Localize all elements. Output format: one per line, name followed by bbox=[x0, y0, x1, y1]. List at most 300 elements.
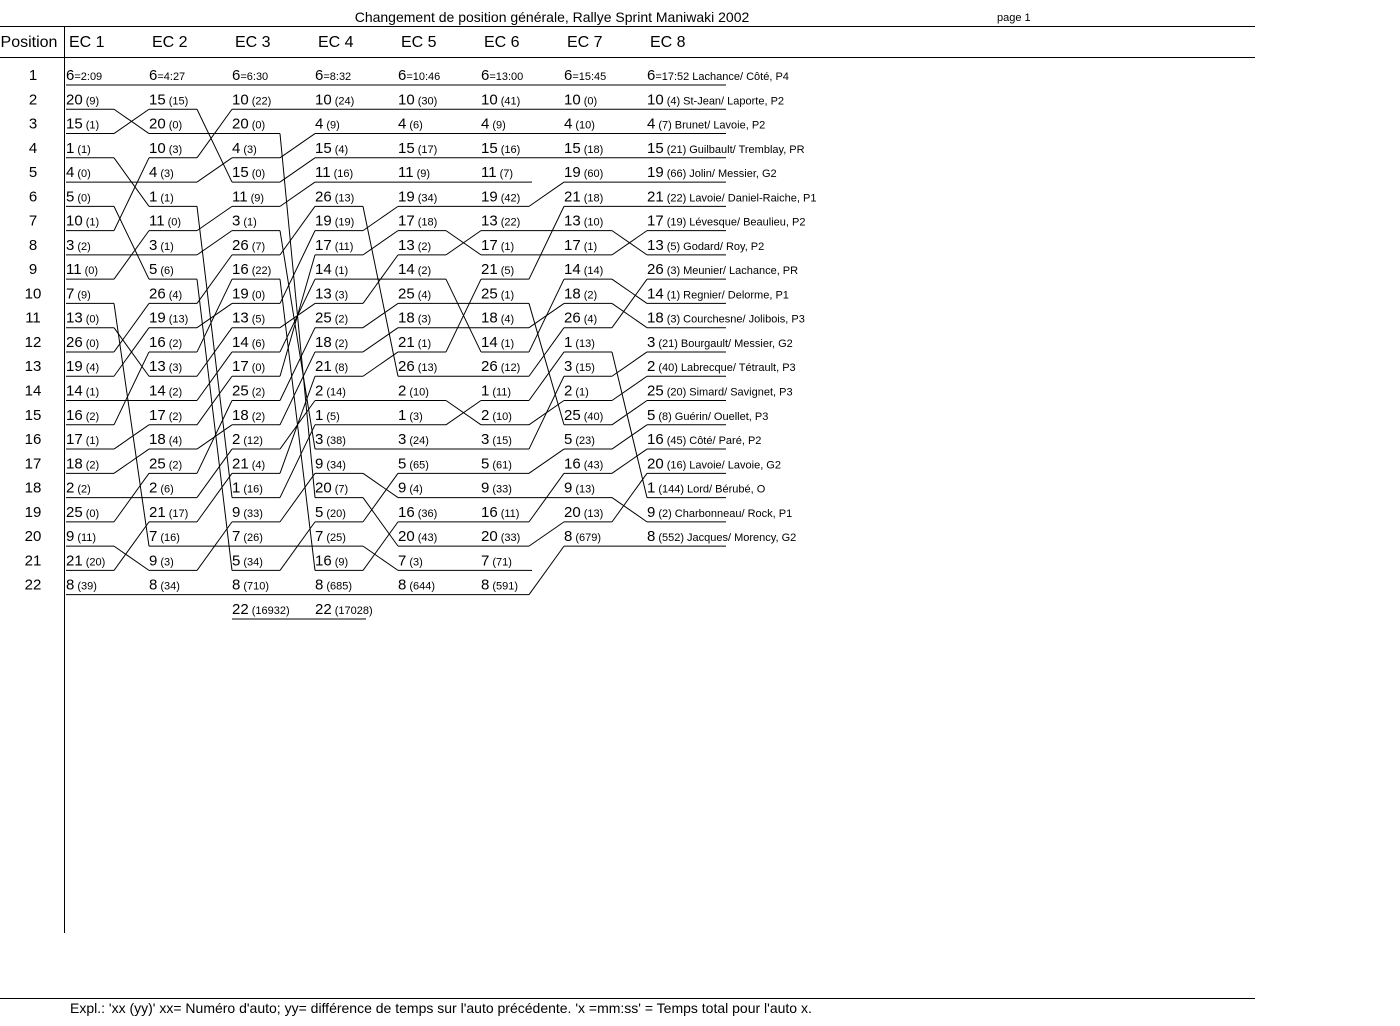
crew-label: Lavoie/ Daniel-Raiche, P1 bbox=[689, 192, 817, 205]
time-gap: (34) bbox=[326, 459, 346, 472]
entry bbox=[398, 334, 446, 352]
entry bbox=[149, 407, 197, 425]
entry-text bbox=[66, 67, 102, 84]
car-number: 2 bbox=[315, 382, 324, 400]
entry bbox=[398, 383, 446, 401]
time-gap: (13) bbox=[575, 483, 595, 496]
car-number: 1 bbox=[232, 479, 241, 497]
position-link bbox=[197, 449, 232, 498]
time-gap: (66) bbox=[666, 168, 687, 181]
time-gap: (4) bbox=[334, 143, 349, 156]
entry-text bbox=[232, 91, 271, 108]
entry bbox=[564, 528, 612, 546]
entry bbox=[398, 310, 446, 328]
position-link bbox=[197, 376, 232, 425]
car-number: 26 bbox=[232, 236, 249, 254]
time-gap: (0) bbox=[84, 265, 99, 278]
entry-text bbox=[481, 383, 511, 400]
entry-text bbox=[481, 455, 512, 472]
time-gap: (33) bbox=[492, 483, 512, 496]
entry bbox=[398, 237, 446, 255]
entry-text bbox=[564, 480, 595, 497]
car-number: 16 bbox=[564, 455, 581, 473]
position-link bbox=[197, 109, 232, 182]
time-gap: (13) bbox=[168, 313, 189, 326]
entry bbox=[149, 261, 197, 279]
stage-headers bbox=[69, 34, 686, 51]
time-gap: (1) bbox=[160, 192, 174, 205]
time-gap: (25) bbox=[326, 532, 346, 545]
car-number: 3 bbox=[398, 431, 407, 449]
car-number: 15 bbox=[398, 139, 415, 157]
entry bbox=[564, 285, 612, 303]
entry-text bbox=[647, 116, 765, 133]
crew-label: Guilbault/ Tremblay, PR bbox=[689, 143, 805, 156]
position-link bbox=[114, 303, 149, 352]
entry bbox=[232, 601, 290, 619]
entry bbox=[232, 504, 280, 522]
time-gap: (1) bbox=[334, 265, 349, 278]
time-gap: (3) bbox=[243, 143, 257, 156]
entry-text bbox=[232, 67, 268, 84]
entry-text bbox=[66, 407, 99, 424]
car-number: 8 bbox=[481, 576, 490, 594]
entry-text bbox=[315, 285, 348, 302]
time-gap: (17) bbox=[417, 143, 438, 156]
entry bbox=[647, 455, 781, 473]
entry bbox=[564, 91, 612, 109]
position-label: 1 bbox=[28, 67, 38, 84]
position-link bbox=[363, 473, 398, 522]
car-number: 2 bbox=[481, 406, 490, 424]
car-number: 1 bbox=[481, 382, 490, 400]
position-label: 20 bbox=[24, 528, 42, 546]
crew-label: Côté/ Paré, P2 bbox=[689, 435, 762, 448]
time-gap: (2) bbox=[77, 483, 91, 496]
position-link bbox=[197, 473, 232, 522]
time-gap: (45) bbox=[666, 435, 687, 448]
car-number: 8 bbox=[149, 576, 158, 594]
time-gap: (552) bbox=[658, 532, 685, 545]
car-number: 6 bbox=[398, 67, 407, 84]
position-link bbox=[529, 303, 564, 424]
entry-text bbox=[66, 334, 99, 351]
time-gap: (0) bbox=[251, 119, 266, 132]
entry-text bbox=[315, 91, 354, 108]
entry-text bbox=[66, 577, 97, 594]
entry bbox=[647, 91, 784, 109]
entry bbox=[149, 285, 197, 303]
car-number: 26 bbox=[149, 285, 166, 303]
entry-text bbox=[232, 577, 269, 594]
entry-text bbox=[315, 577, 352, 594]
position-link bbox=[529, 182, 564, 206]
entry bbox=[232, 116, 280, 134]
position-link bbox=[363, 498, 398, 547]
time-gap: (2) bbox=[334, 337, 349, 350]
time-gap: (0) bbox=[85, 507, 100, 520]
time-gap: (71) bbox=[492, 556, 512, 569]
crew-label: Brunet/ Lavoie, P2 bbox=[674, 119, 766, 132]
car-number: 17 bbox=[66, 431, 83, 449]
entry-text bbox=[149, 237, 174, 254]
entry-text bbox=[232, 213, 257, 230]
entry bbox=[232, 455, 280, 473]
position-link bbox=[280, 231, 315, 304]
time-gap: (43) bbox=[417, 532, 438, 545]
time-gap: =2:09 bbox=[74, 71, 103, 83]
entry-text bbox=[232, 261, 271, 278]
entry-text bbox=[66, 116, 99, 133]
entry bbox=[481, 261, 529, 279]
car-number: 14 bbox=[232, 333, 249, 351]
entry-text bbox=[564, 164, 603, 181]
position-label: 6 bbox=[28, 188, 38, 206]
car-number: 7 bbox=[232, 528, 241, 546]
entry-text bbox=[481, 67, 523, 84]
time-gap: (4) bbox=[417, 289, 432, 302]
entry bbox=[315, 577, 363, 595]
entry bbox=[315, 528, 363, 546]
entry-text bbox=[149, 334, 182, 351]
car-number: 2 bbox=[564, 382, 573, 400]
entry bbox=[66, 285, 114, 303]
entry bbox=[481, 431, 529, 449]
time-gap: (33) bbox=[500, 532, 521, 545]
car-number: 14 bbox=[149, 382, 166, 400]
time-gap: =13:00 bbox=[489, 71, 524, 83]
entry bbox=[647, 67, 789, 85]
crew-label: Meunier/ Lachance, PR bbox=[683, 265, 799, 278]
stage-header-5: EC 5 bbox=[401, 34, 437, 51]
time-gap: (16932) bbox=[251, 604, 290, 617]
crew-label: Courchesne/ Jolibois, P3 bbox=[683, 313, 805, 326]
time-gap: (7) bbox=[251, 240, 266, 253]
entry bbox=[398, 140, 446, 158]
position-label: 10 bbox=[24, 285, 42, 303]
car-number: 3 bbox=[315, 431, 324, 449]
time-gap: (0) bbox=[251, 168, 266, 181]
car-number: 20 bbox=[66, 91, 83, 109]
crew-label: Jolin/ Messier, G2 bbox=[689, 168, 777, 181]
time-gap: (26) bbox=[243, 532, 263, 545]
entry bbox=[564, 67, 643, 85]
time-gap: (2) bbox=[85, 410, 100, 423]
entry-text bbox=[232, 383, 265, 400]
time-gap: (24) bbox=[334, 95, 355, 108]
car-number: 26 bbox=[647, 261, 664, 279]
car-number: 11 bbox=[149, 212, 165, 230]
position-link bbox=[114, 206, 149, 279]
car-number: 1 bbox=[398, 406, 407, 424]
car-number: 11 bbox=[315, 164, 331, 182]
car-number: 11 bbox=[398, 164, 414, 182]
car-number: 10 bbox=[647, 91, 664, 109]
car-number: 26 bbox=[66, 333, 83, 351]
time-gap: (9) bbox=[492, 119, 506, 132]
car-number: 9 bbox=[647, 503, 656, 521]
entry bbox=[315, 310, 363, 328]
time-gap: (3) bbox=[168, 362, 183, 375]
entry bbox=[232, 407, 280, 425]
position-link bbox=[612, 449, 647, 473]
time-gap: (3) bbox=[409, 556, 423, 569]
entry bbox=[149, 577, 197, 595]
position-link bbox=[280, 255, 315, 376]
car-number: 21 bbox=[149, 503, 166, 521]
entry bbox=[481, 383, 529, 401]
entry-text bbox=[481, 552, 512, 569]
entry bbox=[232, 140, 280, 158]
entry-text bbox=[398, 504, 437, 521]
car-number: 10 bbox=[66, 212, 83, 230]
car-number: 14 bbox=[481, 333, 498, 351]
entry bbox=[232, 91, 280, 109]
entry bbox=[398, 261, 446, 279]
car-number: 13 bbox=[564, 212, 581, 230]
position-label: 19 bbox=[24, 503, 42, 521]
car-number: 19 bbox=[315, 212, 332, 230]
entry-text bbox=[564, 383, 589, 400]
entry-text bbox=[398, 552, 423, 569]
car-number: 14 bbox=[398, 261, 415, 279]
car-number: 10 bbox=[149, 139, 166, 157]
entry-text bbox=[149, 67, 185, 84]
crew-label: Regnier/ Delorme, P1 bbox=[683, 289, 789, 302]
entry-text bbox=[66, 504, 99, 521]
position-link bbox=[280, 158, 315, 182]
car-number: 10 bbox=[232, 91, 249, 109]
entry-text bbox=[149, 116, 182, 133]
entry-text bbox=[232, 237, 265, 254]
car-number: 7 bbox=[481, 552, 490, 570]
time-gap: (1) bbox=[500, 337, 515, 350]
time-gap: (9) bbox=[416, 168, 431, 181]
entry bbox=[398, 67, 477, 85]
entry-text bbox=[149, 91, 188, 108]
entry bbox=[149, 310, 197, 328]
time-gap: (43) bbox=[583, 459, 604, 472]
entry-text bbox=[647, 140, 805, 157]
entry bbox=[232, 552, 280, 570]
entry bbox=[66, 504, 114, 522]
entry-text bbox=[315, 140, 348, 157]
entry-text bbox=[398, 480, 423, 497]
car-number: 2 bbox=[398, 382, 407, 400]
time-gap: (11) bbox=[500, 507, 520, 520]
entry-text bbox=[149, 480, 174, 497]
time-gap: (33) bbox=[243, 507, 263, 520]
entry-text bbox=[398, 67, 440, 84]
time-gap: (20) bbox=[666, 386, 687, 399]
entry bbox=[315, 261, 363, 279]
time-gap: (22) bbox=[251, 265, 272, 278]
time-gap: (22) bbox=[251, 95, 272, 108]
time-gap: (20) bbox=[326, 507, 346, 520]
entry-text bbox=[66, 91, 99, 108]
time-gap: (1) bbox=[85, 216, 100, 229]
car-number: 21 bbox=[66, 552, 83, 570]
time-gap: (18) bbox=[417, 216, 438, 229]
entry-text bbox=[66, 213, 99, 230]
car-number: 8 bbox=[398, 576, 407, 594]
entry bbox=[647, 358, 796, 376]
entry bbox=[564, 116, 612, 134]
entry-text bbox=[564, 431, 595, 448]
time-gap: (65) bbox=[409, 459, 429, 472]
time-gap: (7) bbox=[334, 483, 349, 496]
entry bbox=[149, 552, 197, 570]
stage-header-1: EC 1 bbox=[69, 34, 105, 51]
entry bbox=[232, 358, 280, 376]
time-gap: (0) bbox=[167, 216, 182, 229]
entry bbox=[66, 188, 114, 206]
car-number: 16 bbox=[315, 552, 332, 570]
entry bbox=[149, 237, 197, 255]
entry bbox=[232, 334, 280, 352]
entry bbox=[481, 188, 529, 206]
entry-text bbox=[398, 528, 437, 545]
entry bbox=[66, 91, 114, 109]
crew-label: Lavoie/ Lavoie, G2 bbox=[689, 459, 781, 472]
position-label: 11 bbox=[25, 309, 41, 327]
car-number: 20 bbox=[481, 528, 498, 546]
car-number: 3 bbox=[564, 358, 573, 376]
car-number: 15 bbox=[315, 139, 332, 157]
time-gap: =17:52 bbox=[655, 71, 690, 83]
car-number: 1 bbox=[66, 139, 75, 157]
time-gap: (16) bbox=[160, 532, 180, 545]
time-gap: (1) bbox=[500, 289, 515, 302]
entry-text bbox=[66, 261, 98, 278]
car-number: 7 bbox=[66, 285, 75, 303]
time-gap: (42) bbox=[500, 192, 521, 205]
entry-text bbox=[481, 358, 520, 375]
entry bbox=[149, 528, 197, 546]
car-number: 1 bbox=[564, 333, 573, 351]
car-number: 5 bbox=[66, 188, 75, 206]
entry bbox=[647, 140, 805, 158]
car-number: 19 bbox=[149, 309, 166, 327]
entry bbox=[315, 237, 363, 255]
car-number: 26 bbox=[398, 358, 415, 376]
entry-text bbox=[66, 285, 91, 302]
position-link bbox=[114, 352, 149, 425]
entry bbox=[232, 164, 280, 182]
entry bbox=[564, 431, 612, 449]
position-link bbox=[529, 522, 564, 546]
entry-text bbox=[66, 528, 96, 545]
entry-text bbox=[232, 431, 263, 448]
entry bbox=[315, 116, 363, 134]
entry bbox=[66, 577, 114, 595]
entry bbox=[315, 188, 363, 206]
car-number: 3 bbox=[66, 236, 75, 254]
car-number: 9 bbox=[481, 479, 490, 497]
time-gap: (9) bbox=[85, 95, 100, 108]
car-number: 4 bbox=[398, 115, 407, 133]
entry-text bbox=[149, 407, 182, 424]
entry bbox=[398, 528, 446, 546]
entry-text bbox=[232, 285, 265, 302]
entry-text bbox=[398, 285, 431, 302]
time-gap: (5) bbox=[326, 410, 340, 423]
time-gap: (3) bbox=[666, 313, 681, 326]
time-gap: (19) bbox=[666, 216, 687, 229]
entry bbox=[315, 431, 363, 449]
car-number: 9 bbox=[66, 528, 75, 546]
car-number: 2 bbox=[647, 358, 656, 376]
entry-text bbox=[481, 334, 514, 351]
entry bbox=[398, 213, 446, 231]
time-gap: (1) bbox=[85, 386, 100, 399]
entry bbox=[232, 310, 280, 328]
car-number: 16 bbox=[232, 261, 249, 279]
stage-header-2: EC 2 bbox=[152, 34, 188, 51]
position-link bbox=[197, 352, 232, 401]
entry-text bbox=[647, 67, 789, 84]
car-number: 15 bbox=[232, 164, 249, 182]
car-number: 18 bbox=[481, 309, 498, 327]
position-label: 5 bbox=[28, 164, 38, 182]
entry-text bbox=[149, 383, 182, 400]
time-gap: (34) bbox=[417, 192, 438, 205]
entry bbox=[315, 285, 363, 303]
entry bbox=[315, 455, 363, 473]
car-number: 14 bbox=[647, 285, 664, 303]
entry bbox=[481, 140, 529, 158]
entry bbox=[232, 285, 280, 303]
entry bbox=[481, 455, 529, 473]
entry bbox=[232, 480, 280, 498]
position-link bbox=[197, 401, 232, 474]
crew-label: Charbonneau/ Rock, P1 bbox=[674, 507, 793, 520]
entry bbox=[398, 407, 446, 425]
position-link bbox=[363, 546, 398, 570]
time-gap: (23) bbox=[575, 435, 595, 448]
entry bbox=[481, 528, 529, 546]
entry bbox=[481, 91, 529, 109]
car-number: 13 bbox=[149, 358, 166, 376]
entry-text bbox=[647, 310, 805, 327]
position-link bbox=[363, 522, 398, 571]
entry bbox=[232, 431, 280, 449]
time-gap: (15) bbox=[168, 95, 189, 108]
entry-text bbox=[315, 552, 348, 569]
car-number: 6 bbox=[481, 67, 490, 84]
entry bbox=[647, 383, 793, 401]
entry bbox=[232, 383, 280, 401]
entry-text bbox=[398, 577, 435, 594]
car-number: 1 bbox=[315, 406, 324, 424]
entry-text bbox=[398, 334, 431, 351]
entry bbox=[315, 140, 363, 158]
entry-text bbox=[232, 164, 265, 181]
entry-text bbox=[481, 213, 520, 230]
time-gap: (7) bbox=[658, 119, 672, 132]
entry-text bbox=[481, 188, 520, 205]
entry-text bbox=[315, 116, 340, 133]
entry bbox=[481, 285, 529, 303]
entry bbox=[564, 188, 612, 206]
car-number: 20 bbox=[647, 455, 664, 473]
entry bbox=[315, 164, 363, 182]
car-number: 26 bbox=[564, 309, 581, 327]
entry-text bbox=[66, 552, 105, 569]
entry bbox=[66, 552, 114, 570]
entry-text bbox=[647, 261, 798, 278]
chart-title: Changement de position générale, Rallye Sprint Maniwaki 2002 bbox=[354, 9, 750, 25]
